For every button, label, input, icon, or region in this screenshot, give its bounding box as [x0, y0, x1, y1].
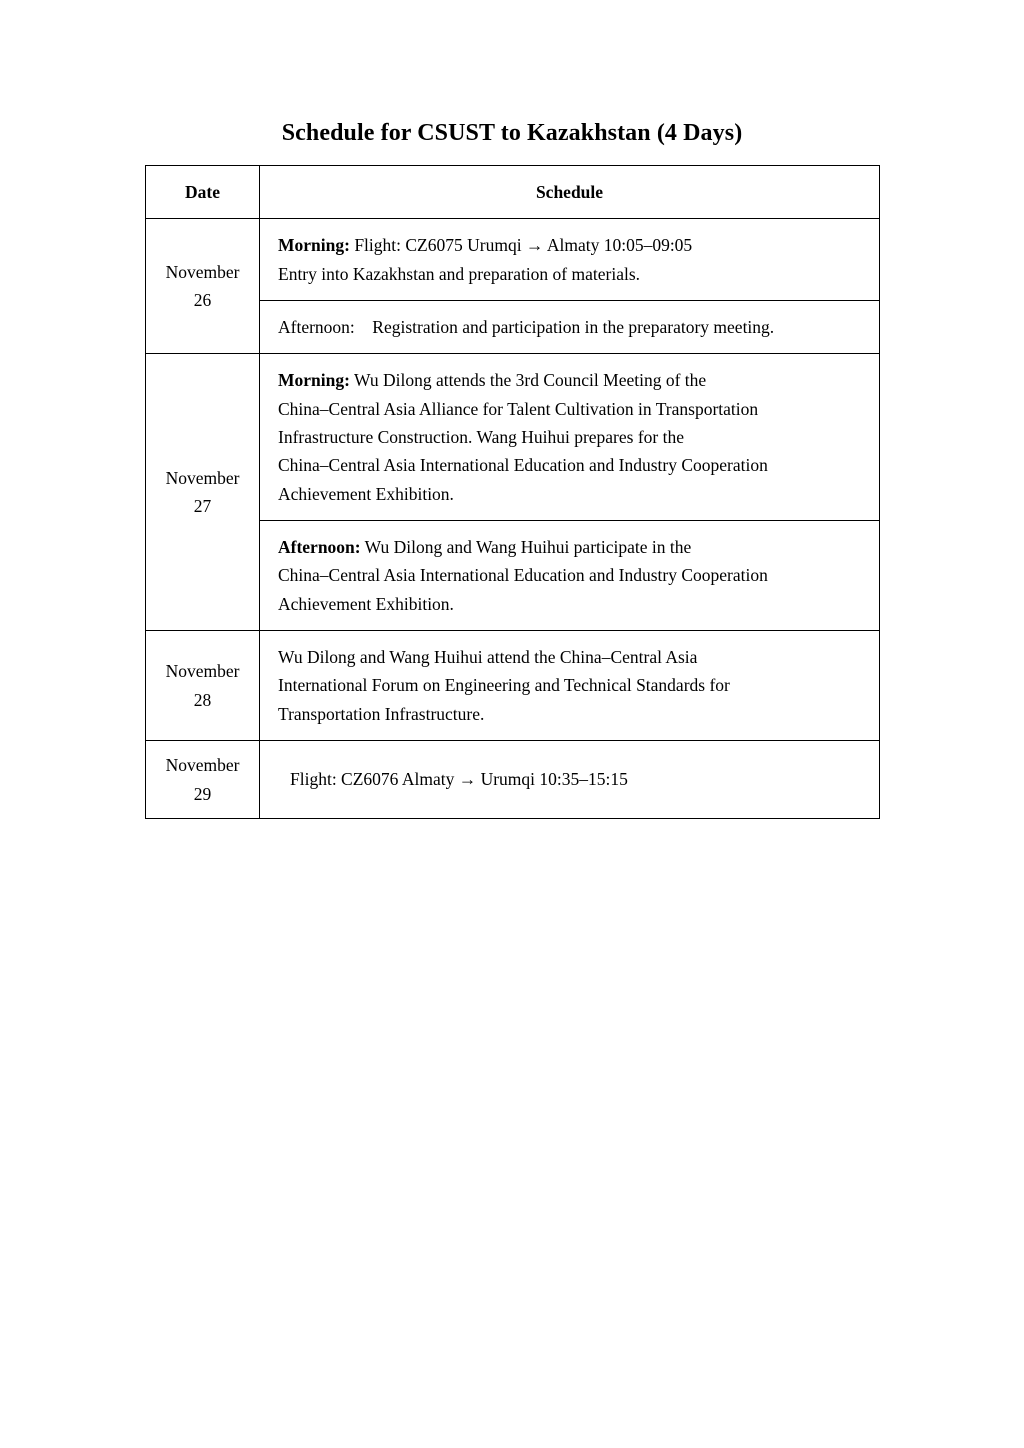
entry-label: Morning:: [278, 235, 350, 256]
entry-line: China–Central Asia International Education and Industry Cooperation: [278, 565, 768, 586]
date-month: November: [165, 262, 240, 283]
date-month: November: [165, 467, 240, 488]
entry-line: International Forum on Engineering and Technical Standards for: [278, 675, 730, 696]
schedule-cell-nov27-afternoon: [260, 521, 880, 631]
schedule-cell-nov28: [260, 631, 880, 741]
date-cell-nov26: [146, 219, 260, 354]
table-row: [146, 354, 880, 521]
schedule-cell-nov26-morning: [260, 219, 880, 301]
entry-line: [278, 366, 865, 394]
date-cell-nov29: [146, 741, 260, 819]
entry-line: Infrastructure Construction. Wang Huihui prepares for the: [278, 427, 684, 448]
column-header-schedule: Schedule: [260, 166, 880, 219]
date-day: 26: [193, 290, 212, 311]
entry-line: [278, 231, 865, 259]
entry-line: Entry into Kazakhstan and preparation of materials.: [278, 263, 641, 284]
schedule-cell-nov26-afternoon: [260, 301, 880, 354]
entry-line: [278, 533, 865, 561]
table-row: [146, 741, 880, 819]
table-row: [146, 219, 880, 301]
date-cell-nov27: [146, 354, 260, 631]
date-day: 27: [193, 496, 212, 517]
entry-text: Flight: CZ6075 Urumqi → Almaty 10:05–09:05: [349, 235, 693, 256]
schedule-table: [145, 165, 880, 819]
entry-line: Achievement Exhibition.: [278, 483, 454, 504]
entry-line: Achievement Exhibition.: [278, 593, 454, 614]
entry-line: Flight: CZ6076 Almaty → Urumqi 10:35–15:15: [290, 769, 628, 790]
entry-line: Transportation Infrastructure.: [278, 703, 485, 724]
date-day: 29: [193, 783, 212, 804]
table-header-row: [146, 166, 880, 219]
entry-line: China–Central Asia Alliance for Talent Cultivation in Transportation: [278, 398, 759, 419]
entry-label: Afternoon:: [278, 537, 361, 558]
entry-line: China–Central Asia International Education and Industry Cooperation: [278, 455, 768, 476]
entry-text: Wu Dilong attends the 3rd Council Meeting of the: [349, 370, 707, 391]
entry-text: Wu Dilong and Wang Huihui participate in the: [360, 537, 692, 558]
entry-line: Afternoon: Registration and participation in the preparatory meeting.: [278, 317, 775, 338]
date-day: 28: [193, 689, 212, 710]
column-header-date: Date: [146, 166, 260, 219]
table-row: [146, 631, 880, 741]
date-month: November: [165, 661, 240, 682]
page-title: Schedule for CSUST to Kazakhstan (4 Days): [281, 120, 743, 146]
schedule-cell-nov29: [260, 741, 880, 819]
date-cell-nov28: [146, 631, 260, 741]
date-month: November: [165, 755, 240, 776]
schedule-cell-nov27-morning: [260, 354, 880, 521]
entry-label: Morning:: [278, 370, 350, 391]
entry-line: Wu Dilong and Wang Huihui attend the China–Central Asia: [278, 647, 698, 668]
